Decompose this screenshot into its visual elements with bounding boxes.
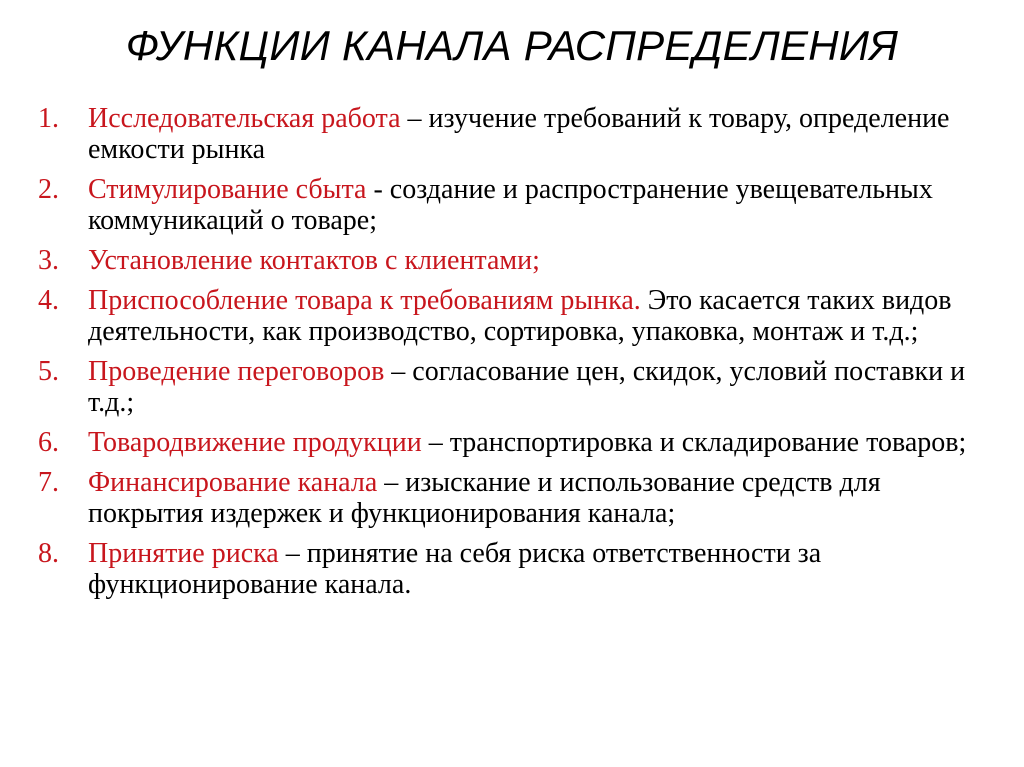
item-number: 5. <box>38 356 59 387</box>
item-description: – изыскание и использование средств для покрытия издержек и функционирования канала; <box>88 467 881 529</box>
item-description: - создание и распространение увещевательных коммуникаций о товаре; <box>88 174 933 236</box>
item-description: – согласование цен, скидок, условий поставки и т.д.; <box>88 356 966 418</box>
list-item <box>38 285 998 347</box>
item-term: Стимулирование сбыта <box>88 174 367 205</box>
list-item <box>38 427 998 458</box>
list-item <box>38 467 998 529</box>
list-item <box>38 103 998 165</box>
list-item <box>38 356 998 418</box>
slide-title: ФУНКЦИИ КАНАЛА РАСПРЕДЕЛЕНИЯ <box>125 22 899 69</box>
item-number: 4. <box>38 285 59 316</box>
item-term: Установление контактов с клиентами; <box>88 245 540 276</box>
item-term: Принятие риска <box>88 538 279 569</box>
item-description: – принятие на себя риска ответственности за функционирование канала. <box>88 538 822 600</box>
item-term: Финансирование канала <box>88 467 378 498</box>
item-description: Это касается таких видов деятельности, как производство, сортировка, упаковка, монтаж и т.д.; <box>88 285 952 347</box>
item-term: Проведение переговоров <box>88 356 385 387</box>
list-item <box>38 174 998 236</box>
item-term: Приспособление товара к требованиям рынка. <box>88 285 641 316</box>
item-term: Исследовательская работа <box>88 103 401 134</box>
functions-list <box>38 103 998 600</box>
item-number: 2. <box>38 174 59 205</box>
item-number: 7. <box>38 467 59 498</box>
list-item <box>38 245 998 276</box>
item-term: Товародвижение продукции <box>88 427 422 458</box>
list-item <box>38 538 998 600</box>
item-description: – транспортировка и складирование товаров; <box>421 427 967 458</box>
item-number: 8. <box>38 538 59 569</box>
item-number: 1. <box>38 103 59 134</box>
item-description: – изучение требований к товару, определение емкости рынка <box>88 103 950 165</box>
item-number: 6. <box>38 427 59 458</box>
item-number: 3. <box>38 245 59 276</box>
